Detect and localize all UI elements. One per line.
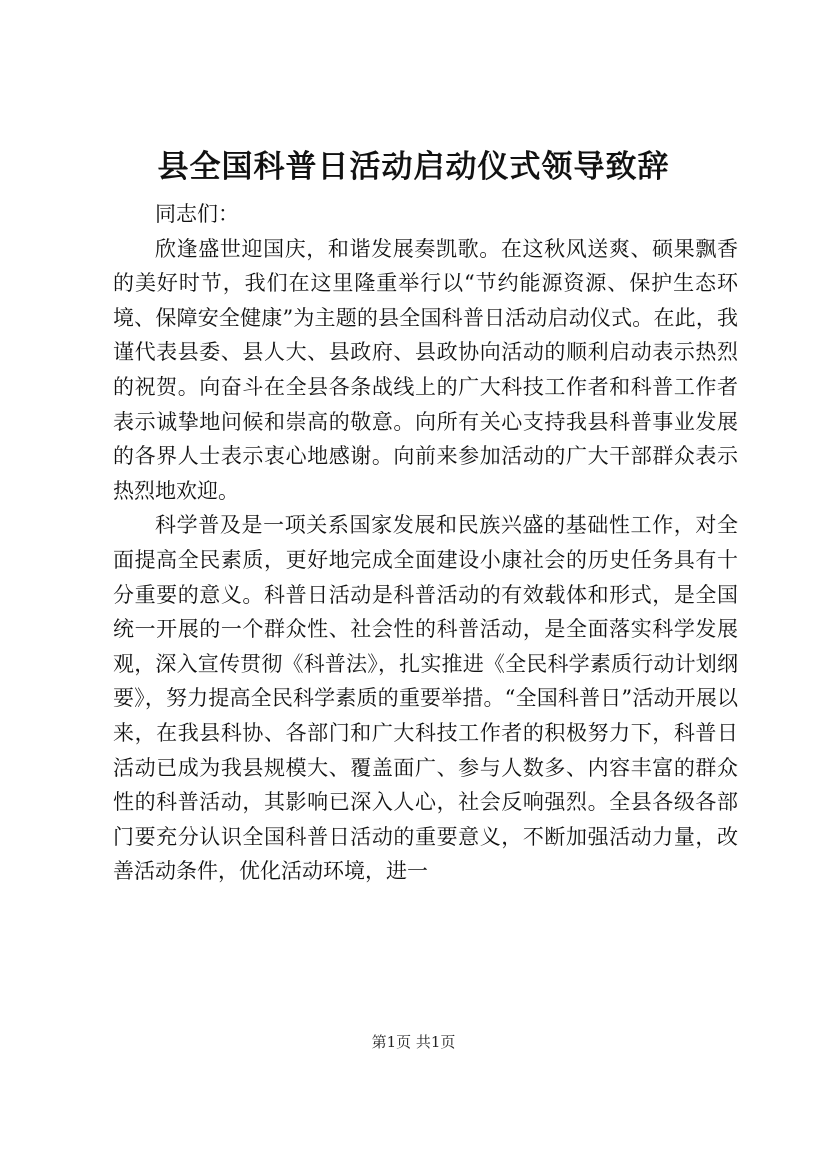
document-body [113,197,738,889]
paragraph-2: 科学普及是一项关系国家发展和民族兴盛的基础性工作，对全面提高全民素质，更好地完成全面建设小康社会的历史任务具有十分重要的意义。科普日活动是科普活动的有效载体和形式，是全国统一开展的一个群众性、社会性的科普活动，是全面落实科学发展观，深入宣传贯彻《科普法》，扎实推进《全民科学素质行动计划纲要》，努力提高全民科学素质的重要举措。“全国科普日”活动开展以来，在我县科协、各部门和广大科技工作者的积极努力下，科普日活动已成为我县规模大、覆盖面广、参与人数多、内容丰富的群众性的科普活动，其影响已深入人心，社会反响强烈。全县各级各部门要充分认识全国科普日活动的重要意义，不断加强活动力量，改善活动条件，优化活动环境，进一 [113,513,738,884]
salutation: 同志们： [155,202,239,226]
document-title: 县全国科普日活动启动仪式领导致辞 [157,149,670,185]
page-number-footer: 第1页 共1页 [371,1033,456,1051]
paragraph-1: 欣逢盛世迎国庆，和谐发展奏凯歌。在这秋风送爽、硕果飘香的美好时节，我们在这里隆重举行以“节约能源资源、保护生态环境、保障安全健康”为主题的县全国科普日活动启动仪式。在此，我谨代表县委、县人大、县政府、县政协向活动的顺利启动表示热烈的祝贺。向奋斗在全县各条战线上的广大科技工作者和科普工作者表示诚挚地问候和崇高的敬意。向所有关心支持我县科普事业发展的各界人士表示衷心地感谢。向前来参加活动的广大干部群众表示热烈地欢迎。 [113,236,738,503]
